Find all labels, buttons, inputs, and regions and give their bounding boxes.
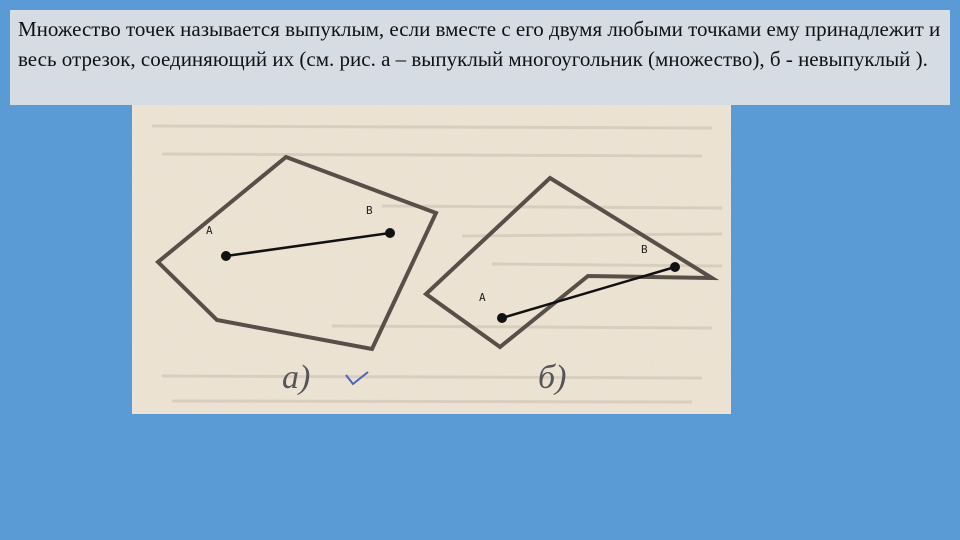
sub-label-b: б) (538, 359, 567, 396)
point-b-b (670, 262, 680, 272)
label-a-panel-a: A (206, 224, 213, 237)
label-b-panel-a: B (366, 204, 373, 217)
point-b-a (385, 228, 395, 238)
point-a-a (221, 251, 231, 261)
label-a-panel-b: A (479, 291, 486, 304)
figure-svg (132, 96, 731, 414)
point-a-b (497, 313, 507, 323)
figure-image (132, 96, 731, 414)
caption-box (10, 10, 950, 105)
sub-label-a: а) (282, 359, 311, 396)
label-b-panel-b: B (641, 243, 648, 256)
caption-text: Множество точек называется выпуклым, если вместе с его двумя любыми точками ему принадлежит и весь отрезок, соединяющий их (см. рис. а – выпуклый многоугольник (множество), б - невыпуклый ). (18, 17, 941, 71)
